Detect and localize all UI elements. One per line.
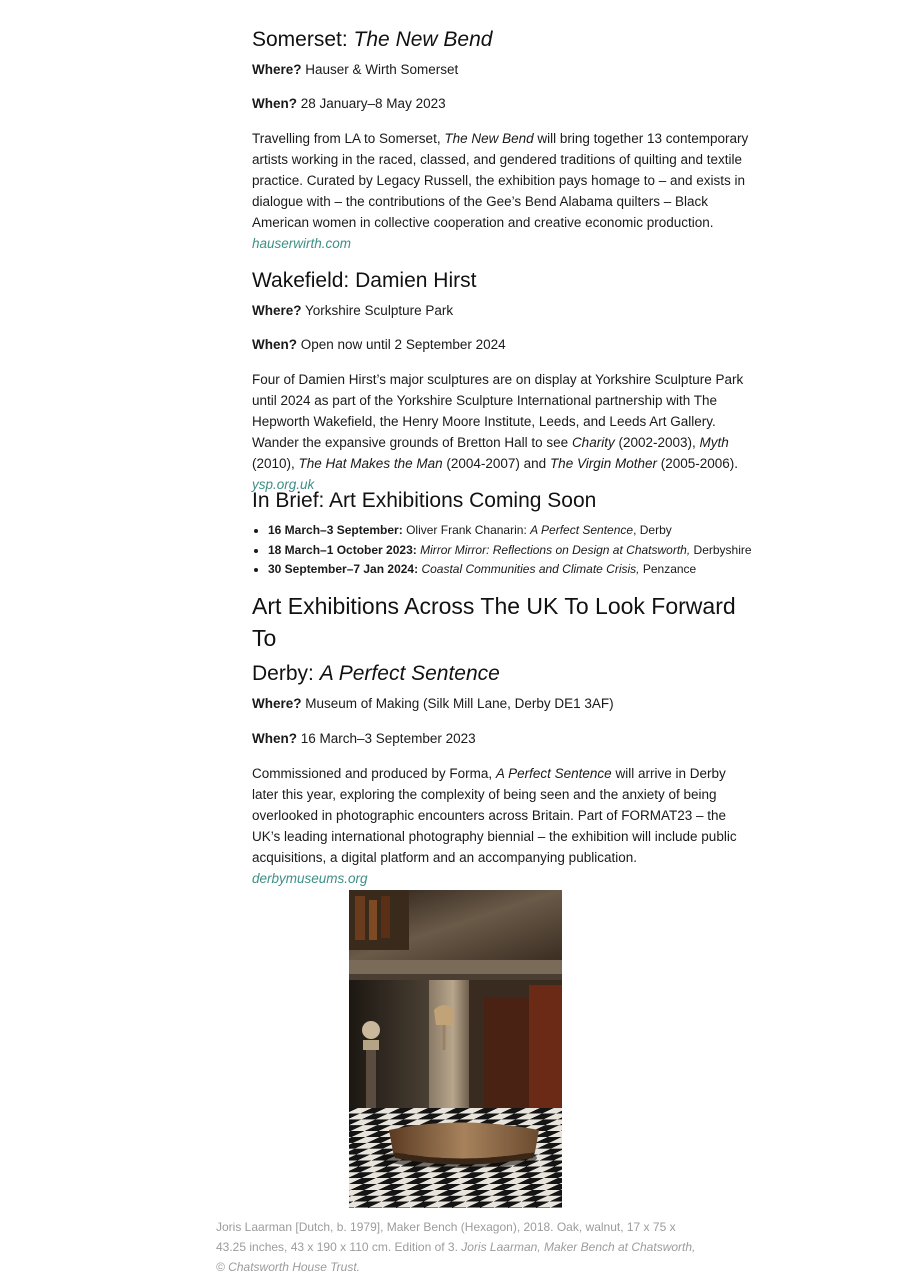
paragraph: Travelling from LA to Somerset, The New Bend will bring together 13 contemporary artists working in the raced, classed, and gendered traditions of quilting and textile practice. Curated by Legacy Russell, the exhibition pays homage to – and exists in dialogue with – the contributions of the Gee’s Bend Alabama quilters – Black American women in collective cooperation and creative economic production. hauserwirth.com	[252, 131, 749, 251]
ysp-link[interactable]: ysp.org.uk	[252, 477, 315, 492]
section-heading-uk: Art Exhibitions Across The UK To Look Forward To	[252, 593, 736, 651]
hauserwirth-link[interactable]: hauserwirth.com	[252, 236, 352, 251]
section-heading-somerset: Somerset: The New Bend	[252, 28, 493, 51]
section-heading-wakefield: Wakefield: Damien Hirst	[252, 269, 477, 292]
maker-bench-image	[349, 890, 562, 1208]
image-caption: Joris Laarman [Dutch, b. 1979], Maker Bench (Hexagon), 2018. Oak, walnut, 17 x 75 x 43.25 inches, 43 x 190 x 110 cm. Edition of 3. Joris Laarman, Maker Bench at Chatsworth, © Chatsworth House Trust.	[216, 1220, 696, 1274]
when-line: When? Open now until 2 September 2024	[252, 337, 506, 352]
section-heading-derby: Derby: A Perfect Sentence	[252, 662, 500, 685]
where-line: Where? Hauser & Wirth Somerset	[252, 62, 459, 77]
paragraph: Four of Damien Hirst’s major sculptures are on display at Yorkshire Sculpture Park until 2024 as part of the Yorkshire Sculpture International partnership with The Hepworth Wakefield, the Henry Moore Institute, Leeds, and Leeds Art Gallery. Wander the expansive grounds of Bretton Hall to see Charity (2002-2003), Myth (2010), The Hat Makes the Man (2004-2007) and The Virgin Mother (2005-2006). ysp.org.uk	[252, 372, 744, 492]
brief-list	[252, 521, 773, 580]
list-item: • 18 March–1 October 2023: Mirror Mirror: Reflections on Design at Chatsworth, Derbyshire	[268, 541, 773, 561]
paragraph: Commissioned and produced by Forma, A Perfect Sentence will arrive in Derby later this year, exploring the complexity of being seen and the anxiety of being overlooked in photographic encounters across Britain. Part of FORMAT23 – the UK’s leading international photography biennial – the exhibition will include public acquisitions, a digital platform and an accompanying publication. derbymuseums.org	[252, 766, 737, 886]
list-item: • 16 March–3 September: Oliver Frank Chanarin: A Perfect Sentence, Derby	[268, 521, 773, 541]
derbymuseums-link[interactable]: derbymuseums.org	[252, 871, 368, 886]
when-line: When? 16 March–3 September 2023	[252, 731, 476, 746]
when-line: When? 28 January–8 May 2023	[252, 96, 446, 111]
section-heading-brief: In Brief: Art Exhibitions Coming Soon	[252, 489, 597, 512]
list-item: • 30 September–7 Jan 2024: Coastal Communities and Climate Crisis, Penzance	[268, 560, 773, 580]
where-line: Where? Yorkshire Sculpture Park	[252, 303, 454, 318]
where-line: Where? Museum of Making (Silk Mill Lane, Derby DE1 3AF)	[252, 696, 614, 711]
artwork-photo	[349, 890, 562, 1208]
